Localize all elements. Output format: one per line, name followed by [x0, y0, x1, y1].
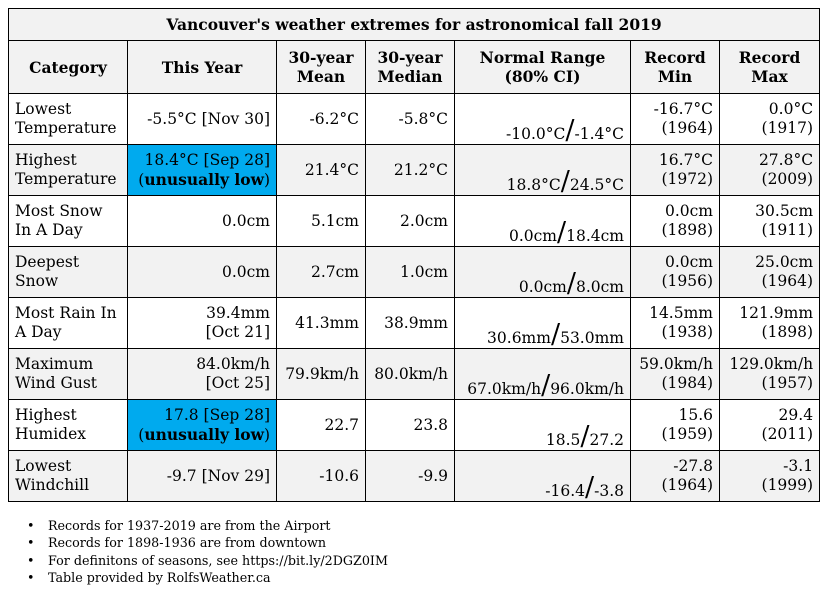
range-separator: / [550, 319, 561, 350]
range-separator: / [541, 370, 551, 401]
normal-range-cell [455, 349, 631, 400]
footnote-text: Table provided by RolfsWeather.ca [48, 569, 271, 585]
range-high: 24.5°C [569, 176, 624, 194]
header-30-year-mean [277, 41, 366, 94]
record-min-cell [631, 349, 720, 400]
record-min-cell [631, 400, 720, 451]
header-median-line1: 30-year [377, 48, 443, 67]
bullet-icon: • [27, 518, 35, 533]
median-cell: 23.8 [366, 400, 455, 451]
normal-range-cell [455, 196, 631, 247]
record-min-year: (1898) [661, 221, 713, 239]
header-row [9, 41, 820, 94]
this-year-cell: 0.0cm [128, 196, 277, 247]
range-low: 0.0cm [508, 227, 557, 245]
header-min-line1: Record [644, 48, 706, 67]
range-separator: / [585, 472, 595, 503]
record-max-value: 30.5cm [755, 202, 814, 220]
record-max-year: (1999) [761, 476, 814, 494]
median-cell: 1.0cm [366, 247, 455, 298]
mean-cell: 21.4°C [277, 145, 366, 196]
table-row [9, 145, 820, 196]
table-row [9, 349, 820, 400]
record-max-cell [720, 247, 820, 298]
category-cell [9, 94, 128, 145]
footnote-list [27, 517, 388, 586]
range-low: -16.4 [545, 482, 585, 500]
range-high: 53.0mm [560, 329, 624, 347]
normal-range-cell [455, 451, 631, 502]
category-cell [9, 451, 128, 502]
this-year-cell-highlighted: 17.8 [Sep 28] (unusually low) [128, 400, 277, 451]
record-min-cell [631, 247, 720, 298]
category-line2: Wind Gust [15, 374, 97, 392]
range-separator: / [557, 217, 567, 248]
this-year-cell [128, 349, 277, 400]
header-mean-line2: Mean [296, 67, 346, 86]
category-line1: Most Snow [15, 202, 103, 220]
normal-range-cell [455, 400, 631, 451]
normal-range-cell [455, 298, 631, 349]
mean-cell: 2.7cm [277, 247, 366, 298]
table-row [9, 451, 820, 502]
category-cell [9, 349, 128, 400]
header-category: Category [9, 41, 128, 94]
record-max-cell [720, 400, 820, 451]
range-low: 18.8°C [506, 176, 561, 194]
this-year-cell: -9.7 [Nov 29] [128, 451, 277, 502]
record-max-value: 129.0km/h [729, 355, 814, 373]
header-30-year-median [366, 41, 455, 94]
record-max-cell [720, 145, 820, 196]
record-min-value: 59.0km/h [639, 355, 713, 373]
this-year-cell: -5.5°C [Nov 30] [128, 94, 277, 145]
record-max-cell [720, 298, 820, 349]
this-year-date: [Oct 25] [205, 374, 270, 392]
record-max-cell [720, 451, 820, 502]
category-line2: Humidex [15, 425, 86, 443]
range-high: -3.8 [594, 482, 624, 500]
range-low: 30.6mm [487, 329, 551, 347]
median-cell: -9.9 [366, 451, 455, 502]
range-low: -10.0°C [506, 125, 566, 143]
range-low: 0.0cm [518, 278, 567, 296]
category-line1: Maximum [15, 355, 94, 373]
record-max-value: 0.0°C [768, 100, 814, 118]
record-max-year: (1911) [761, 221, 814, 239]
bullet-icon: • [27, 569, 35, 585]
range-separator: / [566, 268, 576, 299]
range-separator: / [560, 166, 570, 197]
record-max-value: -3.1 [783, 457, 814, 475]
category-line2: A Day [15, 323, 62, 341]
category-line2: In A Day [15, 221, 83, 239]
record-max-year: (2011) [761, 425, 814, 443]
header-min-line2: Min [657, 67, 693, 86]
footnote-item [27, 552, 388, 569]
category-line2: Temperature [15, 170, 117, 188]
record-max-value: 121.9mm [739, 304, 814, 322]
record-min-year: (1956) [661, 272, 713, 290]
table-row [9, 247, 820, 298]
record-min-year: (1959) [661, 425, 713, 443]
category-line1: Most Rain In [15, 304, 117, 322]
category-line1: Highest [15, 406, 77, 424]
header-median-line2: Median [377, 67, 443, 86]
category-cell [9, 196, 128, 247]
record-max-year: (1898) [761, 323, 814, 341]
category-line1: Lowest [15, 100, 72, 118]
record-max-year: (1957) [761, 374, 814, 392]
record-min-cell [631, 298, 720, 349]
record-max-cell [720, 349, 820, 400]
weather-extremes-table [8, 8, 820, 502]
range-high: 96.0km/h [550, 380, 624, 398]
mean-cell: 41.3mm [277, 298, 366, 349]
this-year-date: [Oct 21] [205, 323, 270, 341]
range-separator: / [565, 115, 575, 146]
record-max-year: (1964) [761, 272, 814, 290]
mean-cell: 79.9km/h [277, 349, 366, 400]
footnotes [27, 517, 388, 586]
header-max-line1: Record [738, 48, 801, 67]
this-year-cell [128, 298, 277, 349]
median-cell: 21.2°C [366, 145, 455, 196]
median-cell: 2.0cm [366, 196, 455, 247]
range-high: 18.4cm [566, 227, 624, 245]
record-min-value: -27.8 [673, 457, 713, 475]
category-cell [9, 145, 128, 196]
bullet-icon: • [27, 552, 35, 568]
bullet-icon: • [27, 535, 35, 551]
footnote-text: Records for 1937-2019 are from the Airport [48, 518, 331, 533]
category-line2: Windchill [15, 476, 90, 494]
unusual-flag: unusually low [144, 424, 264, 444]
record-min-year: (1984) [661, 374, 713, 392]
record-min-value: 0.0cm [664, 253, 713, 271]
record-min-year: (1964) [661, 476, 713, 494]
record-min-value: 15.6 [678, 406, 713, 424]
category-cell [9, 298, 128, 349]
range-separator: / [580, 421, 590, 452]
this-year-value: 39.4mm [206, 304, 270, 322]
this-year-value: 18.4°C [Sep 28] [144, 150, 270, 169]
footnote-text: Records for 1898-1936 are from downtown [48, 535, 327, 551]
record-min-cell [631, 94, 720, 145]
footnote-text: For definitons of seasons, see https://bit.ly/2DGZ0IM [48, 552, 388, 568]
normal-range-cell [455, 247, 631, 298]
category-line2: Temperature [15, 119, 117, 137]
table-row [9, 400, 820, 451]
table-row [9, 94, 820, 145]
range-high: -1.4°C [574, 125, 624, 143]
record-min-cell [631, 145, 720, 196]
table-title: Vancouver's weather extremes for astronomical fall 2019 [9, 9, 820, 41]
table-row [9, 196, 820, 247]
median-cell: -5.8°C [366, 94, 455, 145]
record-max-cell [720, 196, 820, 247]
footnote-item [27, 534, 388, 551]
header-this-year: This Year [128, 41, 277, 94]
this-year-cell-highlighted: 18.4°C [Sep 28] (unusually low) [128, 145, 277, 196]
category-cell [9, 247, 128, 298]
mean-cell: 22.7 [277, 400, 366, 451]
record-min-year: (1938) [661, 323, 713, 341]
median-cell: 38.9mm [366, 298, 455, 349]
mean-cell: -6.2°C [277, 94, 366, 145]
record-max-value: 27.8°C [758, 151, 814, 169]
range-high: 8.0cm [575, 278, 624, 296]
footnote-item [27, 569, 388, 586]
this-year-value: 84.0km/h [196, 355, 270, 373]
record-min-value: 0.0cm [664, 202, 713, 220]
normal-range-cell [455, 94, 631, 145]
record-max-value: 25.0cm [755, 253, 814, 271]
category-line1: Highest [15, 151, 77, 169]
mean-cell: -10.6 [277, 451, 366, 502]
category-cell [9, 400, 128, 451]
category-line1: Deepest [15, 253, 80, 271]
range-low: 67.0km/h [467, 380, 542, 398]
record-max-value: 29.4 [778, 406, 814, 424]
header-record-max [720, 41, 820, 94]
footnote-item [27, 517, 388, 534]
record-min-value: -16.7°C [653, 100, 713, 118]
this-year-cell: 0.0cm [128, 247, 277, 298]
record-min-year: (1964) [661, 119, 713, 137]
normal-range-cell [455, 145, 631, 196]
record-max-year: (2009) [761, 170, 814, 188]
range-low: 18.5 [545, 431, 581, 449]
this-year-value: 17.8 [Sep 28] [164, 405, 270, 424]
median-cell: 80.0km/h [366, 349, 455, 400]
header-range-line1: Normal Range [479, 48, 606, 67]
header-record-min [631, 41, 720, 94]
record-min-value: 16.7°C [658, 151, 713, 169]
unusual-flag: unusually low [144, 169, 264, 189]
record-min-cell [631, 451, 720, 502]
header-range-line2: (80% CI) [504, 67, 581, 86]
record-min-value: 14.5mm [649, 304, 713, 322]
record-min-cell [631, 196, 720, 247]
category-line1: Lowest [15, 457, 72, 475]
category-line2: Snow [15, 272, 59, 290]
record-max-year: (1917) [761, 119, 814, 137]
header-normal-range [455, 41, 631, 94]
mean-cell: 5.1cm [277, 196, 366, 247]
header-mean-line1: 30-year [288, 48, 354, 67]
range-high: 27.2 [589, 431, 624, 449]
record-max-cell [720, 94, 820, 145]
header-max-line2: Max [751, 67, 788, 86]
record-min-year: (1972) [661, 170, 713, 188]
table-row [9, 298, 820, 349]
